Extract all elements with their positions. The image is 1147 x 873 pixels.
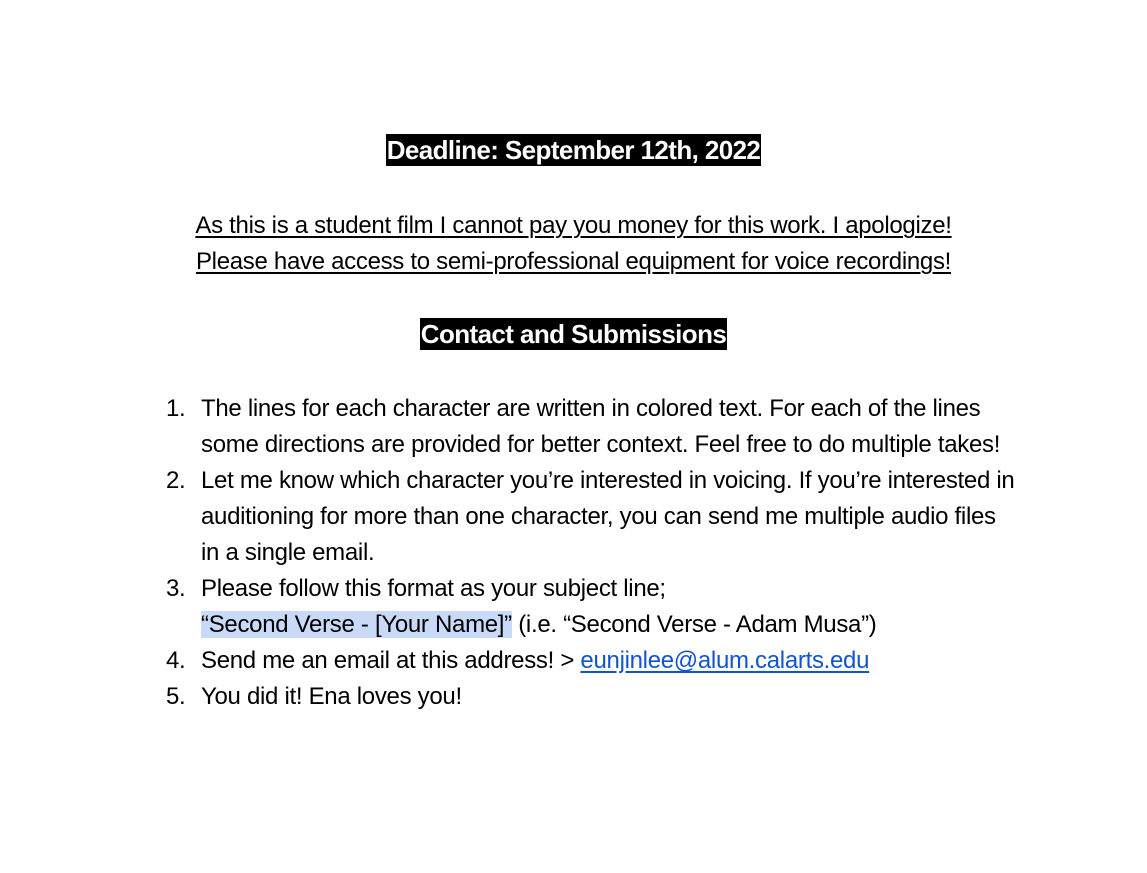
deadline-heading-wrap (0, 134, 1147, 166)
submission-steps-list (160, 391, 1020, 715)
step-number: 1. (166, 395, 186, 422)
list-item (160, 463, 1020, 571)
list-item (160, 571, 1020, 643)
step-number: 5. (166, 683, 186, 710)
payment-notice (0, 208, 1147, 280)
list-item (160, 679, 1020, 715)
list-item (160, 643, 1020, 679)
step-text: You did it! Ena loves you! (201, 683, 462, 710)
step-text: The lines for each character are written in colored text. For each of the lines some directions are provided for better context. Feel free to do multiple takes! (201, 395, 1001, 458)
contact-heading-wrap (0, 318, 1147, 350)
step-text: Let me know which character you’re interested in voicing. If you’re interested in auditioning for more than one character, you can send me multiple audio files in a single email. (201, 467, 1015, 566)
notice-line-equipment: Please have access to semi-professional equipment for voice recordings! (195, 248, 952, 275)
contact-heading: Contact and Submissions (420, 319, 727, 349)
subject-format-highlight: “Second Verse - [Your Name]” (201, 611, 512, 638)
step-text: Please follow this format as your subject line; (201, 575, 666, 602)
step-number: 3. (166, 575, 186, 602)
deadline-heading: Deadline: September 12th, 2022 (386, 135, 761, 165)
notice-line-payment: As this is a student film I cannot pay you money for this work. I apologize! (195, 212, 952, 239)
subject-format-example: (i.e. “Second Verse - Adam Musa”) (511, 611, 877, 638)
list-item (160, 391, 1020, 463)
step-number: 4. (166, 647, 186, 674)
step-number: 2. (166, 467, 186, 494)
email-link[interactable]: eunjinlee@alum.calarts.edu (580, 647, 870, 674)
step-text: Send me an email at this address! > (201, 647, 581, 674)
